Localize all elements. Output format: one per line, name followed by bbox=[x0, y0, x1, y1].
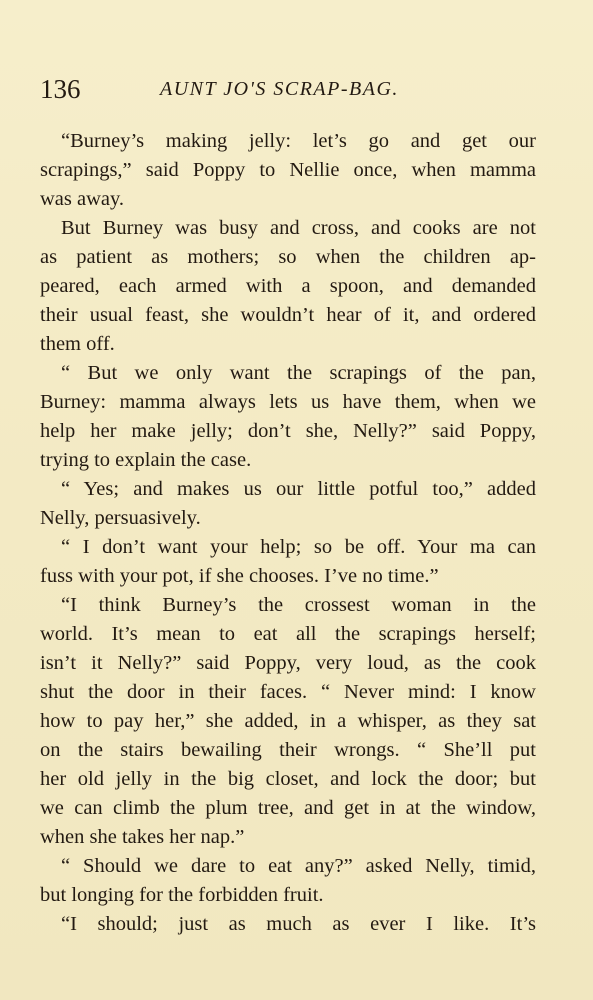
page-number: 136 bbox=[40, 74, 81, 104]
text-line: “ Should we dare to eat any?” asked Nelly, timid, bbox=[61, 855, 536, 877]
text-line: “ Yes; and makes us our little potful too,” added bbox=[61, 478, 536, 500]
text-line: how to pay her,” she added, in a whisper, as they sat bbox=[40, 710, 536, 732]
text-line: shut the door in their faces. “ Never mind: I know bbox=[40, 681, 536, 703]
text-line: world. It’s mean to eat all the scrapings herself; bbox=[40, 623, 536, 645]
text-line: isn’t it Nelly?” said Poppy, very loud, as the cook bbox=[40, 652, 536, 674]
text-line: trying to explain the case. bbox=[40, 449, 252, 471]
page-header bbox=[40, 74, 540, 104]
text-line: peared, each armed with a spoon, and demanded bbox=[40, 275, 536, 297]
text-line: scrapings,” said Poppy to Nellie once, when mamma bbox=[40, 159, 536, 181]
text-line: was away. bbox=[40, 188, 125, 210]
text-line: fuss with your pot, if she chooses. I’ve no time.” bbox=[40, 565, 439, 587]
text-line: help her make jelly; don’t she, Nelly?” said Poppy, bbox=[40, 420, 536, 442]
text-line: their usual feast, she wouldn’t hear of it, and ordered bbox=[40, 304, 536, 326]
text-line: Nelly, persuasively. bbox=[40, 507, 201, 529]
text-line: “I should; just as much as ever I like. It’s bbox=[61, 913, 536, 935]
text-line: her old jelly in the big closet, and lock the door; but bbox=[40, 768, 536, 790]
text-line: “ But we only want the scrapings of the pan, bbox=[61, 362, 536, 384]
text-line: But Burney was busy and cross, and cooks are not bbox=[61, 217, 536, 239]
text-line: “I think Burney’s the crossest woman in the bbox=[61, 594, 536, 616]
text-line: on the stairs bewailing their wrongs. “ She’ll put bbox=[40, 739, 536, 761]
body-text bbox=[40, 127, 536, 939]
text-line: as patient as mothers; so when the children ap- bbox=[40, 246, 536, 268]
text-line: but longing for the forbidden fruit. bbox=[40, 884, 324, 906]
text-line: Burney: mamma always lets us have them, when we bbox=[40, 391, 536, 413]
text-line: them off. bbox=[40, 333, 115, 355]
text-line: we can climb the plum tree, and get in at the window, bbox=[40, 797, 536, 819]
running-title: AUNT JO'S SCRAP-BAG. bbox=[160, 78, 399, 100]
text-line: when she takes her nap.” bbox=[40, 826, 245, 848]
text-line: “Burney’s making jelly: let’s go and get our bbox=[61, 130, 536, 152]
text-line: “ I don’t want your help; so be off. Your ma can bbox=[61, 536, 536, 558]
